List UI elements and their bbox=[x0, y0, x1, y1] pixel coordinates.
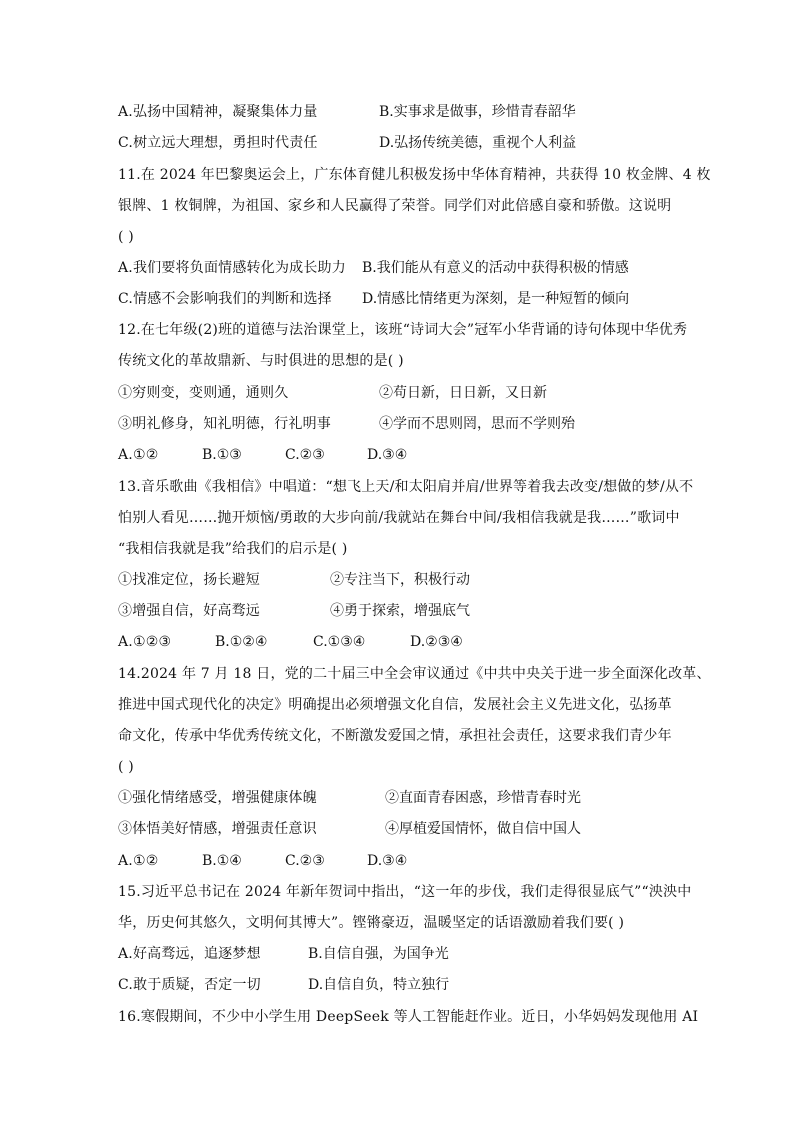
q10-option-c[interactable]: C.树立远大理想，勇担时代责任 bbox=[118, 135, 318, 151]
q12-stem-line-1: 12.在七年级(2)班的道德与法治课堂上，该班“诗词大会”冠军小华背诵的诗句体现中华优秀 bbox=[118, 322, 688, 338]
q13-stem-line-2: 怕别人看见……抛开烦恼/勇敢的大步向前/我就站在舞台中间/我相信我就是我……”歌词中 bbox=[118, 510, 680, 526]
q11-option-d[interactable]: D.情感比情绪更为深刻，是一种短暂的倾向 bbox=[362, 291, 630, 307]
q12-option-a[interactable]: A.①② bbox=[118, 447, 159, 463]
q15-option-a[interactable]: A.好高骛远，追逐梦想 bbox=[118, 946, 261, 962]
q14-statement-2: ②直面青春困惑，珍惜青春时光 bbox=[385, 790, 581, 806]
q13-stem-line-1: 13.音乐歌曲《我相信》中唱道：“想飞上天/和太阳肩并肩/世界等着我去改变/想做的梦/从不 bbox=[118, 479, 694, 495]
q15-option-d[interactable]: D.自信自负，特立独行 bbox=[308, 977, 450, 993]
q13-option-b[interactable]: B.①②④ bbox=[215, 634, 268, 650]
q14-option-c[interactable]: C.②③ bbox=[285, 853, 325, 869]
q12-statement-3: ③明礼修身，知礼明德，行礼明事 bbox=[118, 416, 331, 432]
q14-statement-1: ①强化情绪感受，增强健康体魄 bbox=[118, 790, 317, 806]
q14-option-d[interactable]: D.③④ bbox=[367, 853, 408, 869]
q11-stem-line-2: 银牌、1 枚铜牌，为祖国、家乡和人民赢得了荣誉。同学们对此倍感自豪和骄傲。这说明 bbox=[118, 198, 672, 214]
q14-option-a[interactable]: A.①② bbox=[118, 853, 159, 869]
q13-statement-2: ②专注当下，积极行动 bbox=[330, 572, 470, 588]
q12-stem-line-2: 传统文化的革故鼎新、与时俱进的思想的是( ) bbox=[118, 353, 404, 369]
q16-stem-line-1: 16.寒假期间，不少中小学生用 DeepSeek 等人工智能赶作业。近日，小华妈妈发现他用 AI bbox=[118, 1009, 699, 1025]
q10-option-b[interactable]: B.实事求是做事，珍惜青春韶华 bbox=[379, 104, 576, 120]
q11-answer-blank: ( ) bbox=[118, 229, 134, 245]
q14-stem-line-1: 14.2024 年 7 月 18 日，党的二十届三中全会审议通过《中共中央关于进一步全面深化改革、 bbox=[118, 666, 711, 682]
q13-option-a[interactable]: A.①②③ bbox=[118, 634, 172, 650]
q11-option-a[interactable]: A.我们要将负面情感转化为成长助力 bbox=[118, 260, 346, 276]
q13-statement-1: ①找准定位，扬长避短 bbox=[118, 572, 260, 588]
q12-option-b[interactable]: B.①③ bbox=[202, 447, 242, 463]
q13-stem-line-3: “我相信我就是我”给我们的启示是( ) bbox=[118, 541, 348, 557]
q12-option-c[interactable]: C.②③ bbox=[285, 447, 325, 463]
q12-option-d[interactable]: D.③④ bbox=[367, 447, 408, 463]
q11-option-b[interactable]: B.我们能从有意义的活动中获得积极的情感 bbox=[362, 260, 629, 276]
q15-stem-line-1: 15.习近平总书记在 2024 年新年贺词中指出，“这一年的步伐，我们走得很显底气”“泱泱中 bbox=[118, 884, 692, 900]
q14-answer-blank: ( ) bbox=[118, 759, 134, 775]
q15-option-c[interactable]: C.敢于质疑，否定一切 bbox=[118, 977, 261, 993]
q12-statement-1: ①穷则变，变则通，通则久 bbox=[118, 385, 289, 401]
q12-statement-2: ②苟日新，日日新，又日新 bbox=[379, 385, 547, 401]
q15-option-b[interactable]: B.自信自强，为国争光 bbox=[308, 946, 449, 962]
q10-option-d[interactable]: D.弘扬传统美德，重视个人利益 bbox=[379, 135, 577, 151]
q11-option-c[interactable]: C.情感不会影响我们的判断和选择 bbox=[118, 291, 332, 307]
q14-stem-line-3: 命文化，传承中华优秀传统文化，不断激发爱国之情，承担社会责任，这要求我们青少年 bbox=[118, 728, 672, 744]
q14-statement-4: ④厚植爱国情怀，做自信中国人 bbox=[385, 821, 581, 837]
q15-stem-line-2: 华，历史何其悠久，文明何其博大”。铿锵豪迈，温暖坚定的话语激励着我们要( ) bbox=[118, 915, 625, 931]
q14-stem-line-2: 推进中国式现代化的决定》明确提出必须增强文化自信，发展社会主义先进文化，弘扬革 bbox=[118, 697, 672, 713]
q13-option-c[interactable]: C.①③④ bbox=[313, 634, 366, 650]
q14-option-b[interactable]: B.①④ bbox=[202, 853, 242, 869]
q10-option-a[interactable]: A.弘扬中国精神，凝聚集体力量 bbox=[118, 104, 318, 120]
q11-stem-line-1: 11.在 2024 年巴黎奥运会上，广东体育健儿积极发扬中华体育精神，共获得 10 枚金牌、4 枚 bbox=[118, 167, 711, 183]
q13-statement-4: ④勇于探索，增强底气 bbox=[330, 603, 470, 619]
q13-statement-3: ③增强自信，好高骛远 bbox=[118, 603, 260, 619]
q13-option-d[interactable]: D.②③④ bbox=[410, 634, 463, 650]
q14-statement-3: ③体悟美好情感，增强责任意识 bbox=[118, 821, 317, 837]
q12-statement-4: ④学而不思则罔，思而不学则殆 bbox=[379, 416, 575, 432]
